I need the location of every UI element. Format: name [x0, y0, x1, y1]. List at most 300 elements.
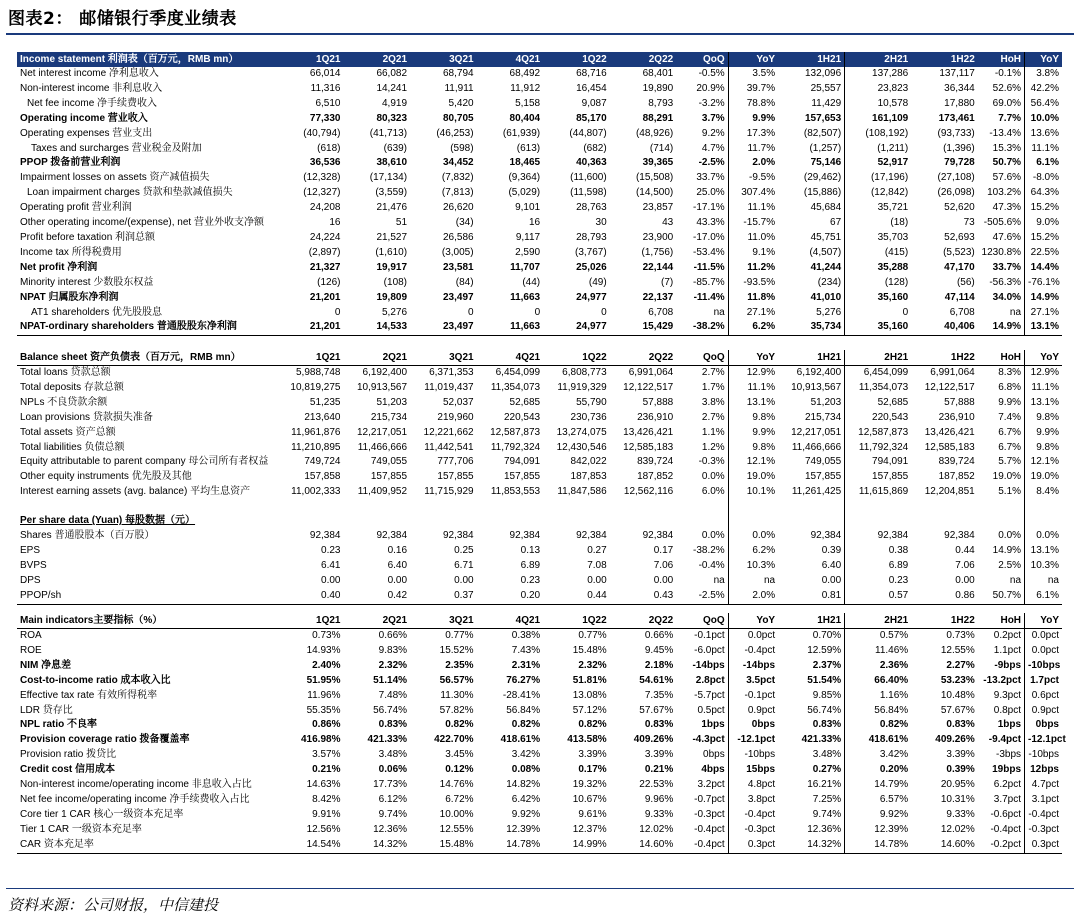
table-cell: 7.43%	[511, 644, 541, 656]
table-row	[17, 470, 1062, 485]
table-cell: (234)	[778, 276, 845, 291]
table-cell: 92,384	[877, 530, 909, 542]
table-cell: 12,562,116	[623, 486, 674, 498]
table-cell: 213,640	[304, 411, 341, 423]
income-header-row	[17, 52, 1062, 67]
table-cell: 0.9pct	[1031, 704, 1059, 716]
table-cell: 11,354,073	[858, 381, 909, 393]
table-cell: 0.13	[520, 544, 541, 556]
row-label: Operating profit 营业利润	[20, 202, 132, 214]
table-cell: 137,117	[939, 68, 975, 79]
table-cell: 2.36%	[879, 659, 909, 671]
table-row	[17, 127, 1062, 142]
table-cell: 24,224	[309, 231, 341, 243]
table-cell: 2.32%	[378, 659, 408, 671]
table-cell: 3.7%	[676, 112, 728, 127]
table-cell: 92,384	[309, 530, 341, 542]
table-cell: 0.21%	[312, 764, 341, 776]
table-cell: 11,961,876	[291, 426, 341, 438]
table-cell: 11.1%	[1031, 142, 1059, 154]
table-cell: 10.31%	[940, 793, 975, 805]
table-cell: 6,454,099	[863, 367, 909, 378]
table-cell: 64.3%	[1030, 187, 1059, 199]
table-cell: 0.82%	[511, 719, 541, 731]
column-header: 2H21	[845, 613, 912, 629]
table-cell: 1.1pct	[978, 644, 1025, 659]
column-header: QoQ	[676, 350, 728, 366]
table-cell: 6,454,099	[495, 367, 541, 378]
table-cell: 0.57%	[879, 630, 909, 641]
table-cell: 14.9%	[978, 544, 1025, 559]
column-header: QoQ	[676, 613, 728, 629]
table-cell: 50.7%	[978, 156, 1025, 171]
table-cell: 11,792,324	[490, 441, 541, 453]
table-row	[17, 366, 1062, 381]
table-cell: 14,241	[376, 82, 408, 94]
row-label: EPS	[20, 544, 41, 556]
table-cell: 12,122,517	[924, 381, 975, 393]
row-label: Total liabilities 负债总额	[20, 441, 125, 453]
table-row	[17, 718, 1062, 733]
table-cell: 13.1%	[1030, 396, 1059, 408]
table-cell: 103.2%	[978, 186, 1025, 201]
table-cell: 5.1%	[978, 485, 1025, 500]
column-header: YoY	[1025, 613, 1062, 629]
table-cell: 12,122,517	[623, 381, 674, 393]
row-label: Provision coverage ratio 拨备覆盖率	[20, 734, 190, 746]
column-header: YoY	[728, 350, 778, 366]
table-cell: 25,026	[576, 261, 607, 273]
table-cell: (40,794)	[303, 127, 341, 139]
column-header: HoH	[978, 613, 1025, 629]
table-cell: -38.2%	[676, 320, 728, 335]
table-cell: -0.4pct	[676, 838, 728, 853]
table-cell: 9,117	[515, 231, 541, 243]
table-cell: (41,713)	[369, 127, 408, 139]
table-cell: 0	[334, 306, 341, 318]
row-label: Other equity instruments 优先股及其他	[20, 471, 192, 483]
table-cell: 9.8%	[752, 411, 776, 423]
table-cell: 10.3%	[1030, 559, 1059, 571]
table-cell: -17.0%	[676, 231, 728, 246]
row-label: Effective tax rate 有效所得税率	[20, 689, 158, 701]
section-header-label: Income statement 利润表（百万元，RMB mn）	[17, 52, 277, 67]
table-cell: 6.2pct	[978, 778, 1025, 793]
row-label: Impairment losses on assets 资产减值损失	[20, 172, 210, 184]
column-header: HoH	[978, 350, 1025, 366]
table-cell: 51,203	[778, 396, 845, 411]
column-header: 2Q22	[610, 350, 677, 366]
table-cell: (17,196)	[870, 172, 909, 184]
table-cell: (2,897)	[308, 246, 341, 258]
table-cell: 27.1%	[1030, 306, 1059, 318]
table-cell: -10bps	[744, 749, 776, 761]
table-row	[17, 485, 1062, 500]
table-row	[17, 306, 1062, 321]
table-cell: 11,316	[310, 82, 341, 94]
table-cell: 12,221,662	[423, 426, 474, 438]
table-cell: 1.1%	[676, 426, 728, 441]
table-cell: 2.32%	[578, 659, 607, 671]
table-cell: 15.3%	[978, 142, 1025, 157]
table-cell: 12bps	[1030, 764, 1059, 776]
table-cell: 3.48%	[378, 749, 408, 761]
table-cell: 9.3pct	[978, 689, 1025, 704]
table-cell: 9.0%	[1036, 217, 1059, 229]
table-cell: -56.3%	[978, 276, 1025, 291]
table-row	[17, 112, 1062, 127]
table-cell: 9.92%	[879, 808, 909, 820]
table-cell: 35,734	[778, 320, 845, 335]
table-cell: 0.00	[587, 574, 607, 586]
table-cell: 55.35%	[306, 704, 341, 716]
figure-title: 图表2： 邮储银行季度业绩表	[8, 9, 237, 29]
table-cell: 0.83%	[778, 718, 845, 733]
table-cell: 57,888	[944, 396, 975, 408]
table-cell: -12.1pct	[737, 734, 776, 746]
table-cell: 13,274,075	[556, 426, 607, 438]
table-cell: 66,014	[309, 68, 341, 79]
table-cell: 0.44	[955, 544, 975, 556]
table-cell: (682)	[583, 142, 607, 154]
table-cell: 0.43	[610, 589, 677, 604]
table-cell: 4.8pct	[747, 779, 776, 791]
table-cell: 7.48%	[378, 689, 408, 701]
row-label: Cost-to-income ratio 成本收入比	[20, 674, 171, 686]
section-header-label: Main indicators主要指标（%）	[17, 613, 277, 629]
table-cell: 6.72%	[445, 793, 474, 805]
row-label: LDR 贷存比	[20, 704, 73, 716]
table-cell: 12.39%	[506, 823, 541, 835]
table-row	[17, 763, 1062, 778]
table-cell: -0.7pct	[676, 793, 728, 808]
table-cell: 6.89	[520, 559, 541, 571]
table-cell: (12,328)	[303, 172, 341, 184]
table-row	[17, 674, 1062, 689]
table-row	[17, 396, 1062, 411]
table-cell: (9,364)	[508, 172, 541, 184]
table-cell: -4.3pct	[676, 733, 728, 748]
table-cell: 39,365	[642, 157, 674, 169]
table-cell: -3.2%	[676, 97, 728, 112]
table-cell: 0.20	[477, 589, 544, 604]
table-cell: 777,706	[437, 456, 474, 468]
table-cell: 794,091	[503, 456, 541, 468]
table-cell: 6,808,773	[562, 367, 607, 378]
table-cell: -13.2pct	[978, 674, 1025, 689]
row-label: Equity attributable to parent company 母公司所有者权益	[20, 456, 269, 468]
table-cell: 51.95%	[306, 674, 341, 686]
table-cell: 2.37%	[778, 659, 845, 674]
table-cell: 842,022	[570, 456, 607, 468]
table-cell: 9.9%	[1036, 426, 1059, 438]
table-cell: (714)	[649, 142, 674, 154]
table-cell: 6.40	[778, 559, 845, 574]
table-cell: 0.17	[653, 544, 674, 556]
table-cell: 9.61%	[578, 808, 607, 820]
table-cell: 56.84%	[874, 704, 909, 716]
row-label: Operating income 营业收入	[20, 112, 148, 124]
row-label: NPAT-ordinary shareholders 普通股股东净利润	[17, 320, 277, 335]
table-cell: 2.0%	[728, 589, 778, 604]
table-cell: 14.79%	[874, 779, 909, 791]
table-cell: 11,354,073	[490, 381, 541, 393]
table-cell: (3,005)	[441, 246, 474, 258]
table-cell: 14.99%	[543, 838, 610, 853]
table-cell: 16	[329, 217, 341, 229]
table-cell: 14.76%	[439, 779, 474, 791]
table-cell: 749,055	[370, 456, 408, 468]
table-cell: 22.53%	[639, 779, 674, 791]
table-cell: 12,587,873	[858, 426, 909, 438]
table-cell: 9.9%	[978, 396, 1025, 411]
table-cell: (1,257)	[778, 142, 845, 157]
table-cell: 137,286	[872, 68, 909, 79]
row-label: NPAT 归属股东净利润	[20, 291, 119, 303]
table-cell: na	[978, 574, 1025, 589]
table-cell: 157,855	[370, 471, 408, 483]
table-cell: 11.7%	[747, 142, 776, 154]
table-cell: 2.31%	[511, 659, 541, 671]
table-cell: (7,813)	[441, 187, 474, 199]
table-cell: 68,794	[442, 68, 474, 79]
table-cell: 13.08%	[572, 689, 607, 701]
table-cell: (108)	[383, 276, 408, 288]
table-cell: -17.1%	[676, 201, 728, 216]
table-cell: 11,261,425	[778, 485, 845, 500]
table-cell: 0.0%	[978, 529, 1025, 544]
table-cell: (3,767)	[574, 246, 607, 258]
row-label: Loan impairment charges 贷款和垫款减值损失	[27, 187, 233, 199]
table-cell: 3.42%	[879, 749, 909, 761]
table-cell: (56)	[956, 276, 975, 288]
table-cell: 12,217,051	[356, 426, 408, 438]
table-cell: 0.0%	[1036, 530, 1059, 542]
title-rule	[6, 33, 1074, 35]
table-cell: 0.16	[387, 544, 408, 556]
table-cell: 0.20%	[879, 764, 909, 776]
table-cell: -0.6pct	[978, 808, 1025, 823]
table-cell: 9.33%	[644, 808, 674, 820]
table-row	[17, 320, 1062, 335]
table-cell: 0.81	[778, 589, 845, 604]
table-cell: 749,055	[778, 455, 845, 470]
table-cell: 39.7%	[746, 82, 776, 94]
table-row	[17, 171, 1062, 186]
column-header: YoY	[728, 52, 778, 67]
table-cell: 0.38	[888, 544, 909, 556]
table-cell: 0.23	[321, 544, 341, 556]
table-cell: 80,323	[376, 112, 408, 124]
table-cell: -3bps	[978, 748, 1025, 763]
table-cell: 14.63%	[306, 779, 341, 791]
table-cell: 0.06%	[378, 764, 408, 776]
table-row	[17, 231, 1062, 246]
table-cell: 416.98%	[301, 734, 341, 746]
table-cell: 33.7%	[676, 171, 728, 186]
table-cell: 14.78%	[477, 838, 544, 853]
table-cell: 3.5pct	[746, 674, 776, 686]
table-cell: (11,600)	[570, 172, 607, 184]
table-cell: 52,685	[877, 396, 909, 408]
table-cell: 10.1%	[746, 486, 776, 498]
table-cell: 7.25%	[778, 793, 845, 808]
table-cell: 52,693	[944, 231, 975, 243]
table-cell: 11,707	[510, 261, 541, 273]
table-cell: 52,685	[509, 396, 541, 408]
table-cell: 92,384	[778, 529, 845, 544]
table-cell: 1bps	[978, 718, 1025, 733]
table-cell: 0.3pct	[1025, 838, 1062, 853]
table-cell: 56.74%	[778, 704, 845, 719]
table-cell: -76.1%	[1028, 276, 1060, 288]
column-header: 2Q22	[610, 613, 677, 629]
table-cell: 409.26%	[935, 734, 975, 746]
subsection-title: Per share data (Yuan) 每股数据（元）	[20, 515, 196, 527]
table-cell: (108,192)	[865, 127, 909, 139]
table-cell: 26,620	[442, 202, 474, 214]
table-cell: 0.25	[454, 544, 474, 556]
table-cell: 52,917	[877, 157, 909, 169]
table-cell: 11,911	[444, 82, 474, 94]
table-cell: 0	[902, 306, 909, 318]
table-cell: 15.2%	[1030, 231, 1059, 243]
table-cell: 14.60%	[610, 838, 677, 853]
table-cell: 12.59%	[778, 644, 845, 659]
table-cell: 79,728	[944, 157, 975, 169]
table-cell: 77,330	[309, 112, 341, 124]
table-cell: (5,523)	[943, 246, 975, 258]
table-cell: 0.8pct	[978, 704, 1025, 719]
table-cell: 2.40%	[312, 659, 341, 671]
table-cell: (12,327)	[303, 187, 341, 199]
table-cell: 57.6%	[978, 171, 1025, 186]
table-cell: 56.74%	[373, 704, 408, 716]
row-label: Shares 普通股股本（百万股）	[20, 530, 155, 542]
table-cell: 47,114	[944, 291, 975, 303]
table-cell: 6,192,400	[778, 366, 845, 381]
column-header: 2H21	[845, 52, 912, 67]
table-cell: 157,855	[437, 471, 474, 483]
main-indicators-panel	[17, 613, 1066, 854]
table-cell: -0.4pct	[744, 808, 776, 820]
table-cell: 25,557	[778, 82, 845, 97]
table-cell: 0.5pct	[676, 704, 728, 719]
row-label: Net fee income/operating income 净手续费收入占比	[20, 793, 250, 805]
table-cell: 67	[778, 216, 845, 231]
table-cell: 0.23	[520, 574, 541, 586]
table-cell: 10,913,567	[356, 381, 408, 393]
table-cell: 57,888	[642, 396, 674, 408]
column-header: 2Q22	[610, 52, 677, 67]
table-cell: 13.1%	[1030, 544, 1059, 556]
table-cell: 56.4%	[1030, 97, 1059, 109]
table-cell: (15,886)	[778, 186, 845, 201]
table-cell: 0	[601, 306, 607, 318]
table-cell: 0.6pct	[1031, 689, 1059, 701]
table-row	[17, 704, 1062, 719]
spacer-row	[17, 500, 1062, 514]
table-cell: 11,442,541	[424, 441, 474, 453]
table-cell: (29,462)	[778, 171, 845, 186]
table-cell: 88,291	[642, 112, 674, 124]
table-cell: 9.8%	[1036, 411, 1059, 423]
table-cell: 11.46%	[875, 644, 909, 656]
table-cell: 173,461	[938, 112, 975, 124]
table-cell: 55,790	[576, 396, 607, 408]
table-cell: 3.48%	[778, 748, 845, 763]
table-cell: 12,585,183	[924, 441, 975, 453]
table-cell: 9,101	[515, 202, 541, 214]
table-cell: 21,201	[277, 320, 344, 335]
income-statement-table	[17, 52, 1062, 336]
balance-sheet-table	[17, 350, 1062, 605]
table-cell: 9.9%	[752, 112, 776, 124]
table-cell: 6.7%	[978, 426, 1025, 441]
table-cell: 0.9pct	[747, 704, 776, 716]
column-header: HoH	[978, 52, 1025, 67]
column-header: 1Q22	[543, 613, 610, 629]
table-cell: 11,715,929	[424, 486, 474, 498]
table-cell: 6.1%	[1036, 157, 1059, 169]
table-cell: 73	[963, 217, 975, 229]
column-header: 1Q22	[543, 52, 610, 67]
table-cell: 157,855	[778, 470, 845, 485]
table-cell: 3.39%	[644, 749, 674, 761]
table-cell: 5,276	[382, 306, 408, 318]
table-cell: 9.74%	[778, 808, 845, 823]
table-cell: 10,819,275	[290, 381, 341, 393]
table-cell: 24,208	[309, 202, 341, 214]
table-cell: 92,384	[576, 530, 607, 542]
table-cell: (3,559)	[375, 187, 408, 199]
table-cell: 11.1%	[747, 381, 776, 393]
table-row	[17, 142, 1062, 157]
table-cell: 35,160	[877, 291, 909, 303]
table-cell: 3.8pct	[747, 793, 776, 805]
table-cell: 19.0%	[1030, 471, 1059, 483]
table-cell: 19,809	[376, 291, 408, 303]
table-row	[17, 689, 1062, 704]
table-cell: -0.1pct	[744, 689, 776, 701]
table-cell: 54.61%	[639, 674, 674, 686]
table-cell: -28.41%	[502, 689, 541, 701]
table-cell: 1.16%	[879, 689, 909, 701]
table-cell: 11,466,666	[357, 441, 408, 453]
table-cell: 45,684	[778, 201, 845, 216]
table-cell: -11.5%	[676, 261, 728, 276]
table-cell: 6,991,064	[628, 367, 674, 378]
table-cell: 11.1%	[747, 202, 776, 214]
table-cell: 307.4%	[741, 187, 776, 199]
column-header: YoY	[1025, 350, 1062, 366]
table-cell: 6,371,353	[429, 367, 474, 378]
table-cell: 12,217,051	[778, 426, 845, 441]
table-cell: 1bps	[676, 718, 728, 733]
table-cell: 0.66%	[644, 630, 674, 641]
table-row	[17, 201, 1062, 216]
table-cell: 0bps	[751, 719, 776, 731]
row-label: ROA	[20, 630, 42, 641]
table-cell: 25.0%	[676, 186, 728, 201]
table-cell: 6.0%	[676, 485, 728, 500]
table-cell: 12.39%	[874, 823, 909, 835]
table-cell: 14.82%	[506, 779, 541, 791]
table-cell: 0.70%	[778, 629, 845, 644]
table-cell: 0.0pct	[1031, 630, 1059, 641]
table-cell: (1,396)	[943, 142, 975, 154]
table-cell: 9.83%	[378, 644, 408, 656]
